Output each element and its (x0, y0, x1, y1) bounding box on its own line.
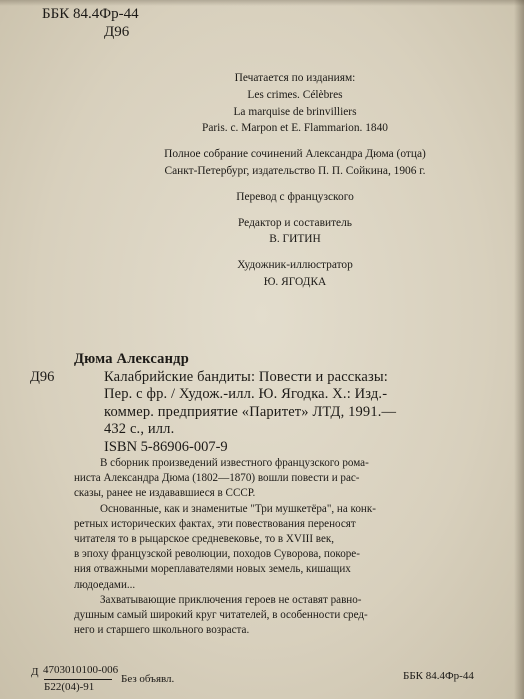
annotation-line: ниста Александра Дюма (1802—1870) вошли повести и рас- (74, 472, 360, 485)
catalog-line-1: Калабрийские бандиты: Повести и рассказы: (104, 369, 388, 385)
collected-works-line-1: Полное собрание сочинений Александра Дюма (отца) (164, 148, 426, 161)
isbn: ISBN 5-86906-007-9 (104, 439, 228, 455)
bbk-code-top: ББК 84.4Фр-44 (42, 6, 139, 22)
annotation-line: читателя то в рыцарское средневековье, то в XVIII век, (74, 533, 335, 546)
imprint-block (150, 70, 440, 291)
collected-works-line-2: Санкт-Петербург, издательство П. П. Сойкина, 1906 г. (164, 164, 426, 177)
catalog-line-4: 432 с., илл. (104, 421, 175, 437)
footer-code-2: Б22(04)-91 (44, 681, 95, 693)
annotation-line: сказы, ранее не издававшиеся в СССР. (74, 487, 256, 500)
footer-bbk: ББК 84.4Фр-44 (403, 670, 474, 682)
annotation-line: него и старшего школьного возраста. (74, 624, 250, 637)
translation-note: Перевод с французского (236, 190, 354, 203)
catalog-line-2: Пер. с фр. / Худож.-илл. Ю. Ягодка. Х.: Изд.- (104, 386, 388, 402)
editor-name: В. ГИТИН (269, 233, 321, 246)
author-name: Дюма Александр (74, 351, 189, 367)
annotation-line: В сборник произведений известного французского рома- (100, 457, 369, 469)
catalog-line-3: коммер. предприятие «Паритет» ЛТД, 1991.— (104, 404, 397, 420)
edition-line-1: Les crimes. Célèbres (247, 88, 343, 101)
edition-line-2: La marquise de brinvilliers (233, 105, 357, 118)
annotation-line: душным самый широкий круг читателей, в особенности сред- (74, 609, 368, 622)
annotation-line: людоедами... (74, 578, 136, 591)
artist-role: Художник-иллюстратор (237, 259, 353, 272)
footer-fraction-line (44, 679, 112, 680)
annotation-line: Захватывающие приключения героев не оставят равно- (100, 593, 362, 606)
artist-name: Ю. ЯГОДКА (263, 275, 327, 288)
annotation-line: ретных исторических фактах, эти повествования переносят (74, 517, 356, 530)
annotation-line: ния отважными мореплавателями новых земель, кишащих (74, 563, 351, 576)
catalog-code-top: Д96 (104, 24, 130, 40)
editions-title: Печатается по изданиям: (234, 72, 356, 84)
annotation-line: в эпоху французской революции, походов Суворова, покоре- (74, 548, 360, 561)
footer-code-1: 4703010100-006 (43, 664, 119, 676)
right-page-edge (514, 0, 524, 699)
edition-line-3: Paris. с. Marpon et E. Flammarion. 1840 (201, 122, 388, 135)
annotation (74, 456, 494, 638)
editor-role: Редактор и составитель (238, 216, 352, 229)
footer-letter: Д (31, 666, 39, 678)
footer-note: Без объявл. (121, 673, 175, 685)
annotation-line: Основанные, как и знаменитые "Три мушкетёра", на конк- (100, 502, 376, 515)
catalog-code: Д96 (30, 369, 55, 385)
